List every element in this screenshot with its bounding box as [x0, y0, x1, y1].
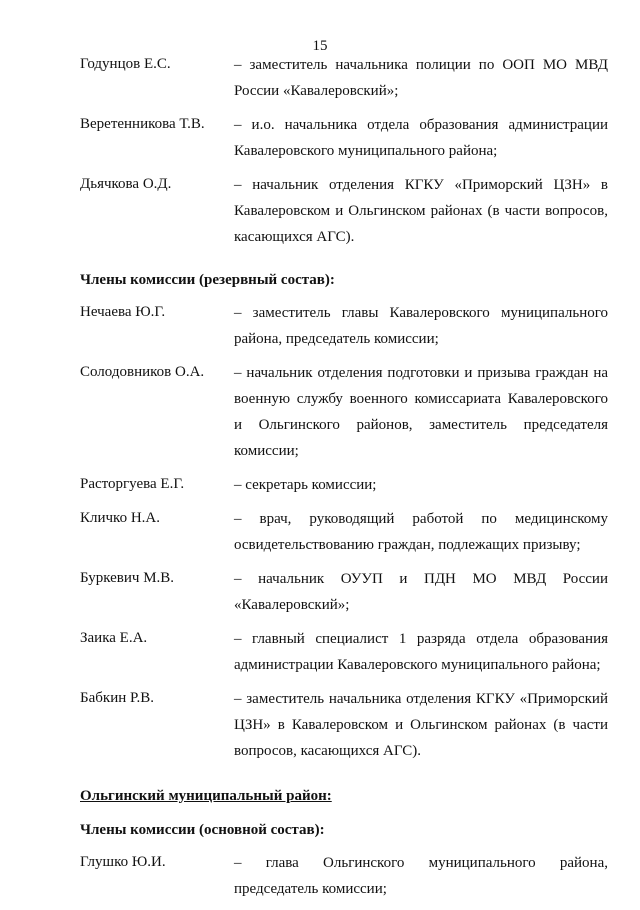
member-name: Глушко Ю.И.	[80, 854, 166, 870]
member-name: Кличко Н.А.	[80, 510, 161, 526]
member-entry	[80, 506, 608, 558]
member-entry	[80, 300, 608, 352]
member-name: Солодовников О.А.	[80, 364, 205, 380]
member-name: Заика Е.А.	[80, 630, 148, 646]
member-entry	[80, 52, 608, 104]
document-body	[80, 52, 608, 910]
page-number: 15	[312, 38, 328, 54]
member-role: – заместитель начальника полиции по ООП МО МВД России «Кавалеровский»;	[234, 57, 608, 99]
member-role: – заместитель начальника отделения КГКУ «Приморский ЦЗН» в Кавалеровском и Ольгинском районах (в части вопросов, касающихся АГС).	[234, 691, 608, 759]
member-entry	[80, 850, 608, 902]
member-role: – начальник отделения подготовки и призыва граждан на военную службу военного комиссариата Кавалеровского и Ольгинского районов, заместитель председателя комиссии;	[234, 365, 608, 459]
member-role: – начальник ОУУП и ПДН МО МВД России «Кавалеровский»;	[234, 571, 608, 613]
member-name: Дьячкова О.Д.	[80, 176, 172, 192]
member-name: Годунцов Е.С.	[80, 56, 171, 72]
member-name: Буркевич М.В.	[80, 570, 175, 586]
member-role: – глава Ольгинского муниципального района, председатель комиссии;	[234, 855, 608, 897]
main-members-heading: Члены комиссии (основной состав):	[80, 822, 325, 838]
member-name: Веретенникова Т.В.	[80, 116, 205, 132]
member-role: – врач, руководящий работой по медицинскому освидетельствованию граждан, подлежащих призыву;	[234, 511, 608, 553]
member-role: – главный специалист 1 разряда отдела образования администрации Кавалеровского муниципального района;	[234, 631, 608, 673]
member-role: – секретарь комиссии;	[234, 477, 377, 493]
member-name: Нечаева Ю.Г.	[80, 304, 166, 320]
member-role: – начальник отделения КГКУ «Приморский ЦЗН» в Кавалеровском и Ольгинском районах (в части вопросов, касающихся АГС).	[234, 177, 608, 245]
member-name: Бабкин Р.В.	[80, 690, 154, 706]
member-entry	[80, 626, 608, 678]
reserve-members-heading: Члены комиссии (резервный состав):	[80, 272, 335, 288]
member-entry	[80, 686, 608, 764]
member-entry	[80, 112, 608, 164]
member-role: – и.о. начальника отдела образования администрации Кавалеровского муниципального района;	[234, 117, 608, 159]
member-entry	[80, 360, 608, 464]
member-entry	[80, 172, 608, 250]
member-name: Расторгуева Е.Г.	[80, 476, 185, 492]
member-role: – заместитель главы Кавалеровского муниципального района, председатель комиссии;	[234, 305, 608, 347]
member-entry	[80, 566, 608, 618]
member-entry	[80, 472, 608, 498]
district-heading: Ольгинский муниципальный район:	[80, 788, 332, 804]
